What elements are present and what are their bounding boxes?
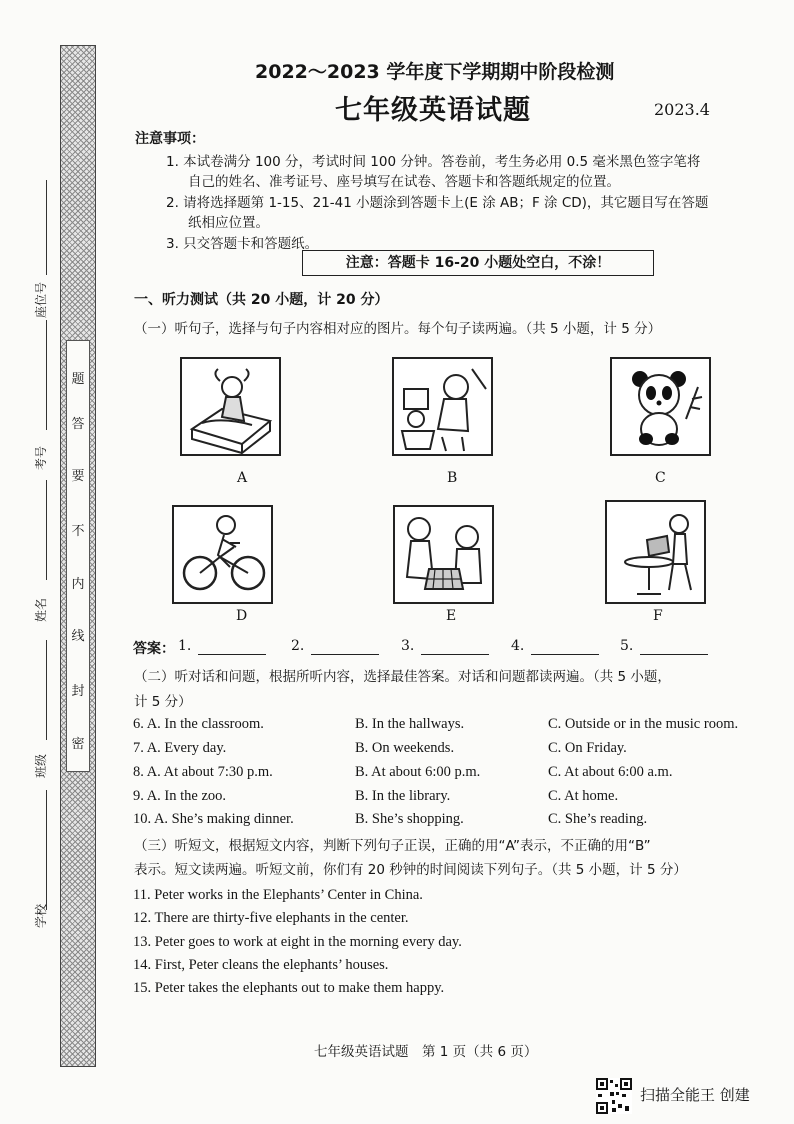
seal-char: 密	[71, 737, 85, 752]
note-1b: 自己的姓名、准考证号、座号填写在试卷、答题卡和答题纸规定的位置。	[188, 174, 620, 190]
seal-char: 要	[71, 469, 85, 484]
question-10-option-a: 10. A. She’s making dinner.	[133, 811, 294, 827]
answer-num: 2.	[291, 638, 305, 654]
part3-instruction-cont: 表示。短文读两遍。听短文前，你们有 20 秒钟的时间阅读下列句子。（共 5 小题，计 5 分）	[134, 862, 687, 878]
seat-line	[46, 180, 47, 275]
class-label: 班级	[34, 753, 48, 778]
seal-line-box	[66, 340, 90, 772]
school-line	[46, 790, 47, 910]
seal-char: 封	[71, 684, 85, 699]
question-6-option-c: C. Outside or in the music room.	[548, 716, 739, 732]
part2-instruction: （二）听对话和问题，根据所听内容，选择最佳答案。对话和问题都读两遍。（共 5 小题，	[134, 669, 671, 685]
class-line	[46, 640, 47, 740]
paper-title: 七年级英语试题	[335, 95, 531, 126]
answer-num: 5.	[620, 638, 634, 654]
picture-a	[180, 357, 281, 456]
girl-in-bed-illustration	[182, 359, 279, 454]
question-9-option-a: 9. A. In the zoo.	[133, 788, 227, 804]
girl-on-phone-illustration	[394, 359, 491, 454]
part1-instruction: （一）听句子，选择与句子内容相对应的图片。每个句子读两遍。（共 5 小题，计 5 分）	[134, 321, 662, 337]
question-8-option-a: 8. A. At about 7:30 p.m.	[133, 764, 273, 780]
question-6-option-b: B. In the hallways.	[355, 716, 465, 732]
answer-blank-2[interactable]	[311, 640, 379, 655]
picture-label-d: D	[236, 608, 248, 624]
person-at-computer-illustration	[607, 502, 704, 602]
picture-e	[393, 505, 494, 604]
note-2b: 纸相应位置。	[188, 215, 269, 231]
statement-12: 12. There are thirty-five elephants in the center.	[133, 910, 409, 926]
statement-14: 14. First, Peter cleans the elephants’ houses.	[133, 957, 389, 973]
question-7-option-c: C. On Friday.	[548, 740, 627, 756]
exam-date: 2023.4	[654, 100, 710, 119]
name-label: 姓名	[34, 597, 48, 622]
name-line	[46, 480, 47, 580]
answer-blank-4[interactable]	[531, 640, 599, 655]
page-footer: 七年级英语试题 第 1 页（共 6 页）	[314, 1044, 538, 1060]
answer-blank-1[interactable]	[198, 640, 266, 655]
seal-char: 答	[71, 417, 85, 432]
answer-num: 4.	[511, 638, 525, 654]
seat-label: 座位号	[34, 281, 48, 318]
notes-heading: 注意事项：	[135, 131, 205, 147]
scanner-watermark: 扫描全能王 创建	[640, 1086, 750, 1104]
boy-on-bicycle-illustration	[174, 507, 271, 602]
part2-instruction-cont: 计 5 分）	[134, 694, 192, 710]
answer-label: 答案：	[133, 641, 175, 657]
question-9-option-b: B. In the library.	[355, 788, 451, 804]
note-2a: 2. 请将选择题第 1-15、21-41 小题涂到答题卡上(E 涂 AB；F 涂 CD)，其它题目写在答题	[166, 195, 709, 211]
answer-num: 3.	[401, 638, 415, 654]
picture-b	[392, 357, 493, 456]
exam-no-label: 考号	[34, 445, 48, 470]
picture-label-a: A	[237, 470, 248, 486]
question-10-option-b: B. She’s shopping.	[355, 811, 464, 827]
picture-d	[172, 505, 273, 604]
exam-title: 2022～2023 学年度下学期期中阶段检测	[255, 61, 615, 83]
seal-char: 不	[71, 524, 85, 539]
note-3: 3. 只交答题卡和答题纸。	[166, 236, 319, 252]
picture-c	[610, 357, 711, 456]
seal-char: 线	[71, 629, 85, 644]
question-7-option-a: 7. A. Every day.	[133, 740, 227, 756]
seal-char: 题	[71, 372, 85, 387]
question-6-option-a: 6. A. In the classroom.	[133, 716, 264, 732]
answer-blank-5[interactable]	[640, 640, 708, 655]
picture-label-e: E	[446, 608, 457, 624]
question-7-option-b: B. On weekends.	[355, 740, 455, 756]
part3-instruction: （三）听短文，根据短文内容，判断下列句子正误，正确的用“A”表示，不正确的用“B”	[134, 838, 651, 854]
seal-char: 内	[71, 577, 85, 592]
picture-f	[605, 500, 706, 604]
picture-label-b: B	[447, 470, 458, 486]
question-8-option-c: C. At about 6:00 a.m.	[548, 764, 673, 780]
statement-13: 13. Peter goes to work at eight in the morning every day.	[133, 934, 462, 950]
note-1a: 1. 本试卷满分 100 分，考试时间 100 分钟。答卷前，考生务必用 0.5 毫米黑色签字笔将	[166, 154, 701, 170]
kids-playing-chess-illustration	[395, 507, 492, 602]
question-8-option-b: B. At about 6:00 p.m.	[355, 764, 481, 780]
qr-code-icon	[596, 1078, 632, 1114]
picture-label-c: C	[655, 470, 666, 486]
exam-no-line	[46, 320, 47, 430]
answer-num: 1.	[178, 638, 192, 654]
question-9-option-c: C. At home.	[548, 788, 619, 804]
statement-15: 15. Peter takes the elephants out to make them happy.	[133, 980, 445, 996]
section-title: 一、听力测试（共 20 小题，计 20 分）	[134, 292, 389, 308]
question-10-option-c: C. She’s reading.	[548, 811, 648, 827]
notice-box: 注意：答题卡 16-20 小题处空白，不涂！	[302, 250, 654, 276]
answer-blank-3[interactable]	[421, 640, 489, 655]
picture-label-f: F	[653, 608, 663, 624]
school-label: 学校	[34, 903, 48, 928]
statement-11: 11. Peter works in the Elephants’ Center in China.	[133, 887, 423, 903]
panda-illustration	[612, 359, 709, 454]
